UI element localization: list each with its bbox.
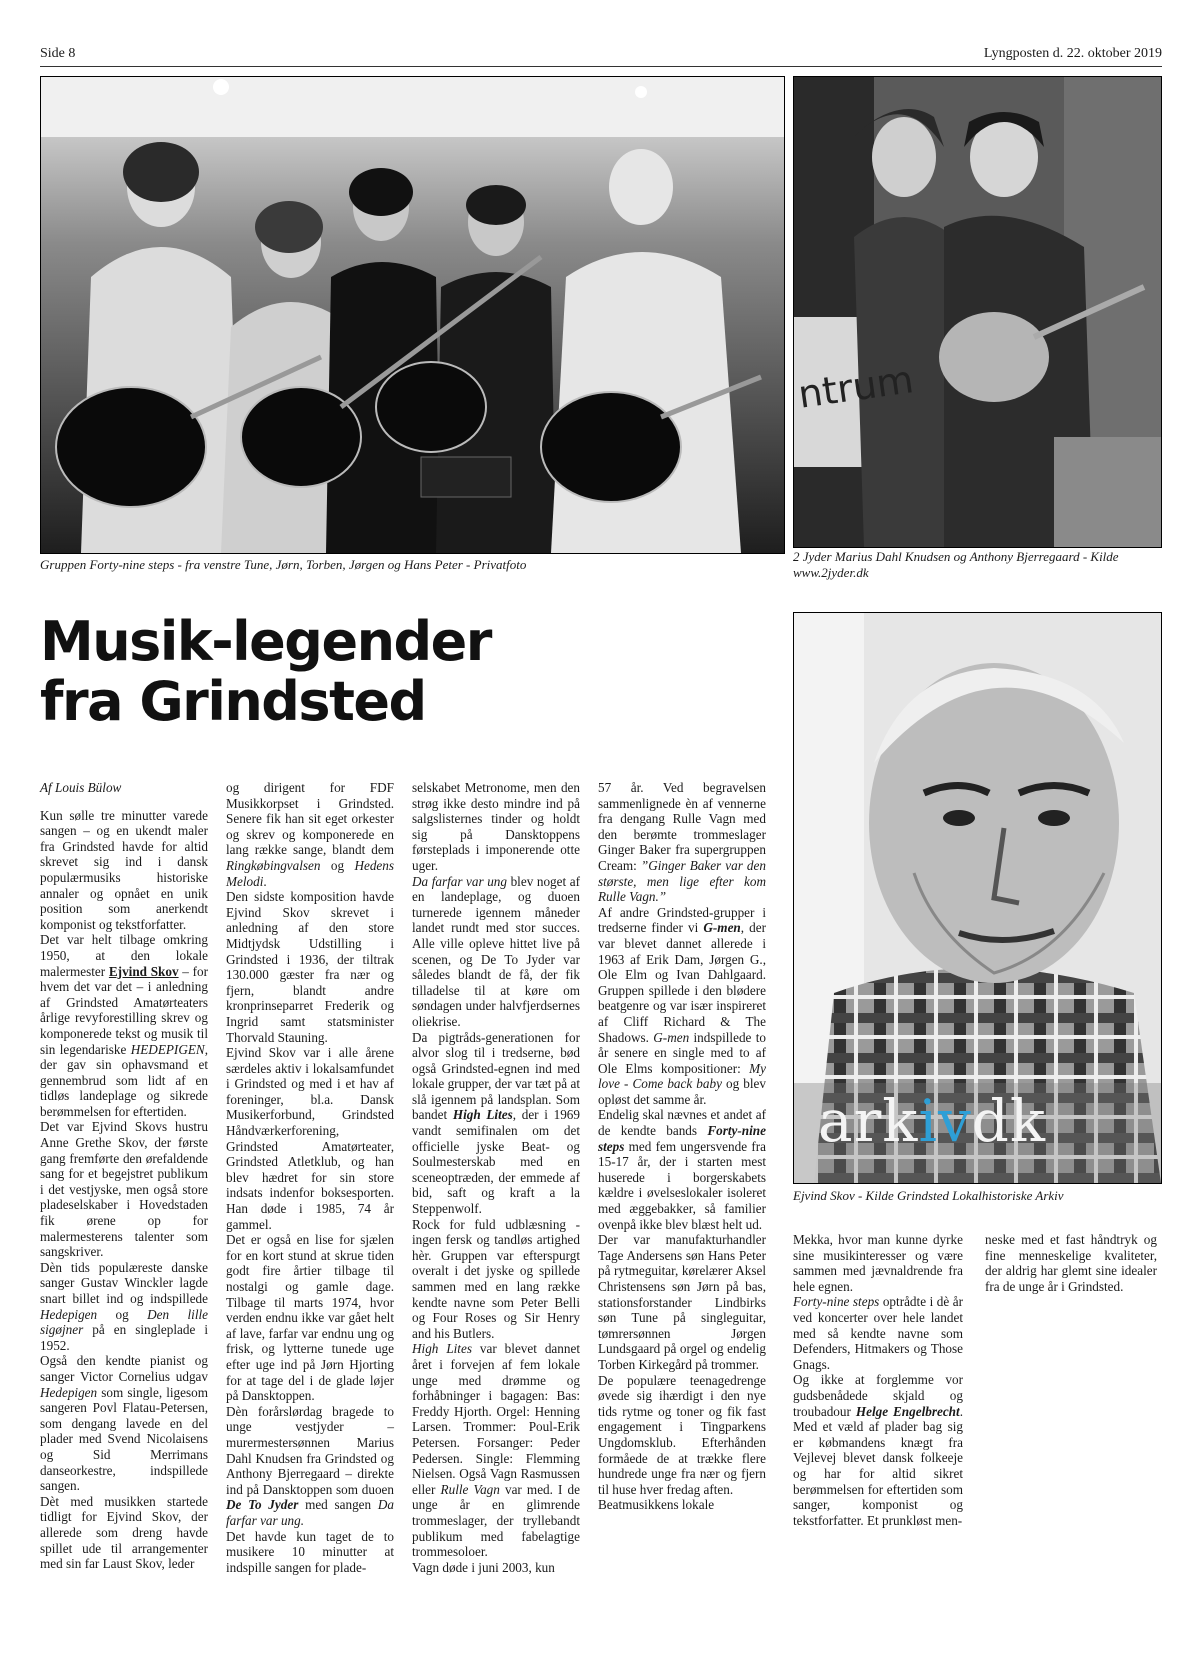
article-column-5 [793,1232,963,1528]
band-photo-caption: Gruppen Forty-nine steps - fra venstre Tune, Jørn, Torben, Jørgen og Hans Peter - Privatfoto [40,557,527,572]
paragraph: selskabet Metronome, men den strøg ikke desto mindre ind på salgslisternes tinder og holdt sig på Dansktoppens førsteplads i imponerende otte uger. [412,780,580,873]
street-sign-text: ntrum [795,357,917,417]
watermark-part-a: ark [818,1087,919,1155]
paragraph: Det havde kun taget de to musikere 10 minutter at indspille sangen for plade- [226,1528,394,1575]
paragraph: De populære teenagedrenge øvede sig ihærdigt i den nye tids rytme og toner og fik fast engagement i Tingparkens Ungdomsklub. Efterhånden formåede de at trække flere hundrede unge fra nær og fjern til huse hver fredag aften. [598,1372,766,1497]
paragraph: Også den kendte pianist og sanger Victor Cornelius udgav Hedepigen som single, ligesom sangeren Povl Flatau-Petersen, som dengang lavede en del plader med Svend Nicolaisens og Sid Merrimans danseorkestre, indspillede sangen. [40,1353,208,1494]
paragraph: Dèn forårslørdag bragede to unge vestjyder – murermestersønnen Marius Dahl Knudsen fra Grindsted og Anthony Bjerregaard – direkte ind på Dansktoppen som duoen De To Jyder med sangen Da farfar var ung. [226,1403,394,1528]
paragraph: High Lites var blevet dannet året i forvejen af fem lokale unge med drømme og forhåbninger i bagagen: Bas: Freddy Hjorth. Orgel: Henning Larsen. Trommer: Poul-Erik Petersen. Forsanger: Peder Pedersen. Single: Flemming Nielsen. Også Vagn Rasmussen eller Rulle Vagn var med. I de unge år en glimrende trommeslager, der tryllebandt publikum med fabelagtige trommesoloer. [412,1341,580,1560]
paragraph: Endelig skal nævnes et andet af de kendte bands Forty-nine steps med fem ungersvende fra 15-17 år, der i starten mest huserede i borgerskabets kældre i øvelseslokaler isoleret med æggebakker, så familier ovenpå ikke blev blæst helt ud. [598,1107,766,1232]
article-column-3 [412,780,580,1575]
article-column-6 [985,1232,1157,1294]
duo-caption-line1: 2 Jyder Marius Dahl Knudsen og Anthony Bjerregaard - Kilde [793,549,1119,564]
paragraph: Det var helt tilbage omkring 1950, at den lokale malermester Ejvind Skov – for hvem det var det – i anledning af Grindsted Amatørteaters årlige revyforestilling skrev og komponerede tekst og musik til sin legendariske HEDEPIGEN, der gav sin ophavsmand et gennembrud som lidt af en tidløs landeplage og sikrede berømmelsen for eftertiden. [40,932,208,1119]
paragraph: neske med et fast håndtryk og fine menneskelige kvaliteter, der aldrig har glemt sine idealer fra de unge år i Grindsted. [985,1232,1157,1294]
title-line2: fra Grindsted [40,670,426,733]
page-number: Side 8 [40,46,76,61]
paragraph: Beatmusikkens lokale [598,1497,715,1513]
byline: Af Louis Bülow [40,780,122,795]
watermark-part-c: dk [971,1087,1047,1155]
duo-photo-caption [793,549,1163,581]
article-column-2 [226,780,394,1575]
publication-date: Lyngposten d. 22. oktober 2019 [983,46,1162,61]
portrait-photo-caption: Ejvind Skov - Kilde Grindsted Lokalhistoriske Arkiv [793,1188,1064,1203]
paragraph: Kun sølle tre minutter varede sangen – og en ukendt maler fra Grindsted havde for altid skrevet sig ind i dansk populærmusiks historiske annaler og opnået en unik position som anerkendt komponist og tekstforfatter. [40,807,208,932]
portrait-photo [793,612,1162,1184]
page-header [40,42,1162,67]
paragraph: og dirigent for FDF Musikkorpset i Grindsted. Senere fik han sit eget orkester og skrev og komponerede en lang række sange, blandt dem Ringkøbingvalsen og Hedens Melodi. [226,780,394,889]
paragraph: Dèn tids populæreste danske sanger Gustav Winckler lagde snart billet ind og indspillede Hedepigen og Den lille sigøjner på en singleplade i 1952. [40,1259,209,1353]
paragraph: Forty-nine steps optrådte i dè år ved koncerter over hele landet med så kendte navne som Defenders, Hitmakers og Those Gnags. [793,1294,963,1372]
article-column-4 [598,780,766,1513]
paragraph: Da pigtråds-generationen for alvor slog til i tredserne, bød også Grindsted-egnen ind med lokale grupper, der var tæt på at slå igennem på landsplan. Som bandet High Lites, der i 1969 vandt semifinalen om det officielle jyske Beat- og Soulmesterskab med en sceneoptræden, der emmede af bid, saft og kraft a la Steppenwolf. [412,1029,580,1217]
article-column-1 [40,780,208,1572]
paragraph: Og ikke at forglemme vor gudsbenådede skjald og troubadour Helge Engelbrecht. Med et væld af plader bag sig er købmandens knægt fra Vejlevej blevet dansk folkeeje og har for altid sikret berømmelsen for eftertiden som sanger, komponist og tekstforfatter. Et prunkløst men- [793,1372,963,1528]
paragraph: 57 år. Ved begravelsen sammenlignede èn af vennerne fra dengang Rulle Vagn med den berømte trommeslager Ginger Baker fra supergruppen Cream: ”Ginger Baker var den største, men lige efter kom Rulle Vagn.” [598,780,766,905]
paragraph: Da farfar var ung blev noget af en landeplage, og duoen turnerede igennem måneder landet rundt med stor succes. Alle ville opleve hittet live på scenen, og De To Jyder var således blandt de få, der fik tilladelse til at køre om søndagen under halvfjerdsernes oliekrise. [412,873,580,1029]
band-photo [40,76,785,554]
paragraph: Det var Ejvind Skovs hustru Anne Grethe Skov, der første gang fremførte den ørefaldende sang for et begejstret publikum i det vestjyske, men også store pladeselskaber i Hovedstaden fik ørene op for malermesterens talenter som sangskriver. [40,1119,208,1260]
duo-caption-line2: www.2jyder.dk [793,565,869,580]
paragraph: Af andre Grindsted-grupper i tredserne finder vi G-men, der var blevet dannet allerede i 1963 af Erik Dam, Jørgen G., Ole Elm og Ivan Dahlgaard. Gruppen spillede i den blødere beatgenre og var især inspireret af Cliff Richard & The Shadows. G-men indspillede to år senere en single med to af Ole Elms kompositioner: My love - Come back baby og blev opløst det samme år. [598,904,767,1107]
paragraph: Dèt med musikken startede tidligt for Ejvind Skov, der allerede som dreng havde spillet ude til arrangementer med sin far Laust Skov, leder [40,1493,208,1572]
watermark-part-b: iv [918,1087,972,1155]
paragraph: Ejvind Skov var i alle årene særdeles aktiv i lokalsamfundet i Grindsted og med i et hav af foreninger, bl.a. Dansk Musikerforbund, Grindsted Håndværkerforening, Grindsted Amatørteater, Grindsted Atletklub, og han blev hædret for sin store indsats indenfor boksesporten. Han døde i 1985, 74 år gammel. [226,1045,394,1232]
paragraph: Der var manufakturhandler Tage Andersens søn Hans Peter på rytmeguitar, kørelærer Aksel Christensens søn Jørn på bas, stationsforstander Lindbirks søn Tune på singleguitar, tømrersønnen Jørgen Lundsgaard på orgel og endelig Torben Kirkegård på trommer. [598,1232,766,1372]
title-line1: Musik-legender [40,610,491,673]
arkiv-watermark [818,1087,1046,1155]
ejvind-skov-name: Ejvind Skov [108,963,179,979]
duo-photo [793,76,1162,548]
article-title [40,612,800,732]
paragraph: Den sidste komposition havde Ejvind Skov skrevet i anledning af den store Midtjydsk Udstilling i Grindsted i 1936, der tiltrak 130.000 gæster fra nær og fjern, blandt andre kronprinseparret Frederik og Ingrid samt statsminister Thorvald Stauning. [226,889,394,1045]
paragraph: Vagn døde i juni 2003, kun [412,1559,555,1575]
paragraph: Det er også en lise for sjælen for en kort stund at skrue tiden godt fire årtier tilbage til nostalgi og gamle dage. Tilbage til marts 1974, hvor verden endnu ikke var gået helt af lave, farfar var endnu ung og frisk, og lytterne tunede uge efter uge ind på Jørn Hjorting for at tage del i de glade løjer på Dansktoppen. [226,1232,394,1404]
paragraph: Mekka, hvor man kunne dyrke sine musikinteresser og være sammen med jævnaldrende fra hele egnen. [793,1232,963,1294]
paragraph: Rock for fuld udblæsning - ingen fersk og tandløs artighed hèr. Gruppen var efterspurgt overalt i det jyske og spillede sammen med en lang række kendte navne som Peter Belli og Four Roses og Sir Henry and his Butlers. [412,1216,580,1341]
